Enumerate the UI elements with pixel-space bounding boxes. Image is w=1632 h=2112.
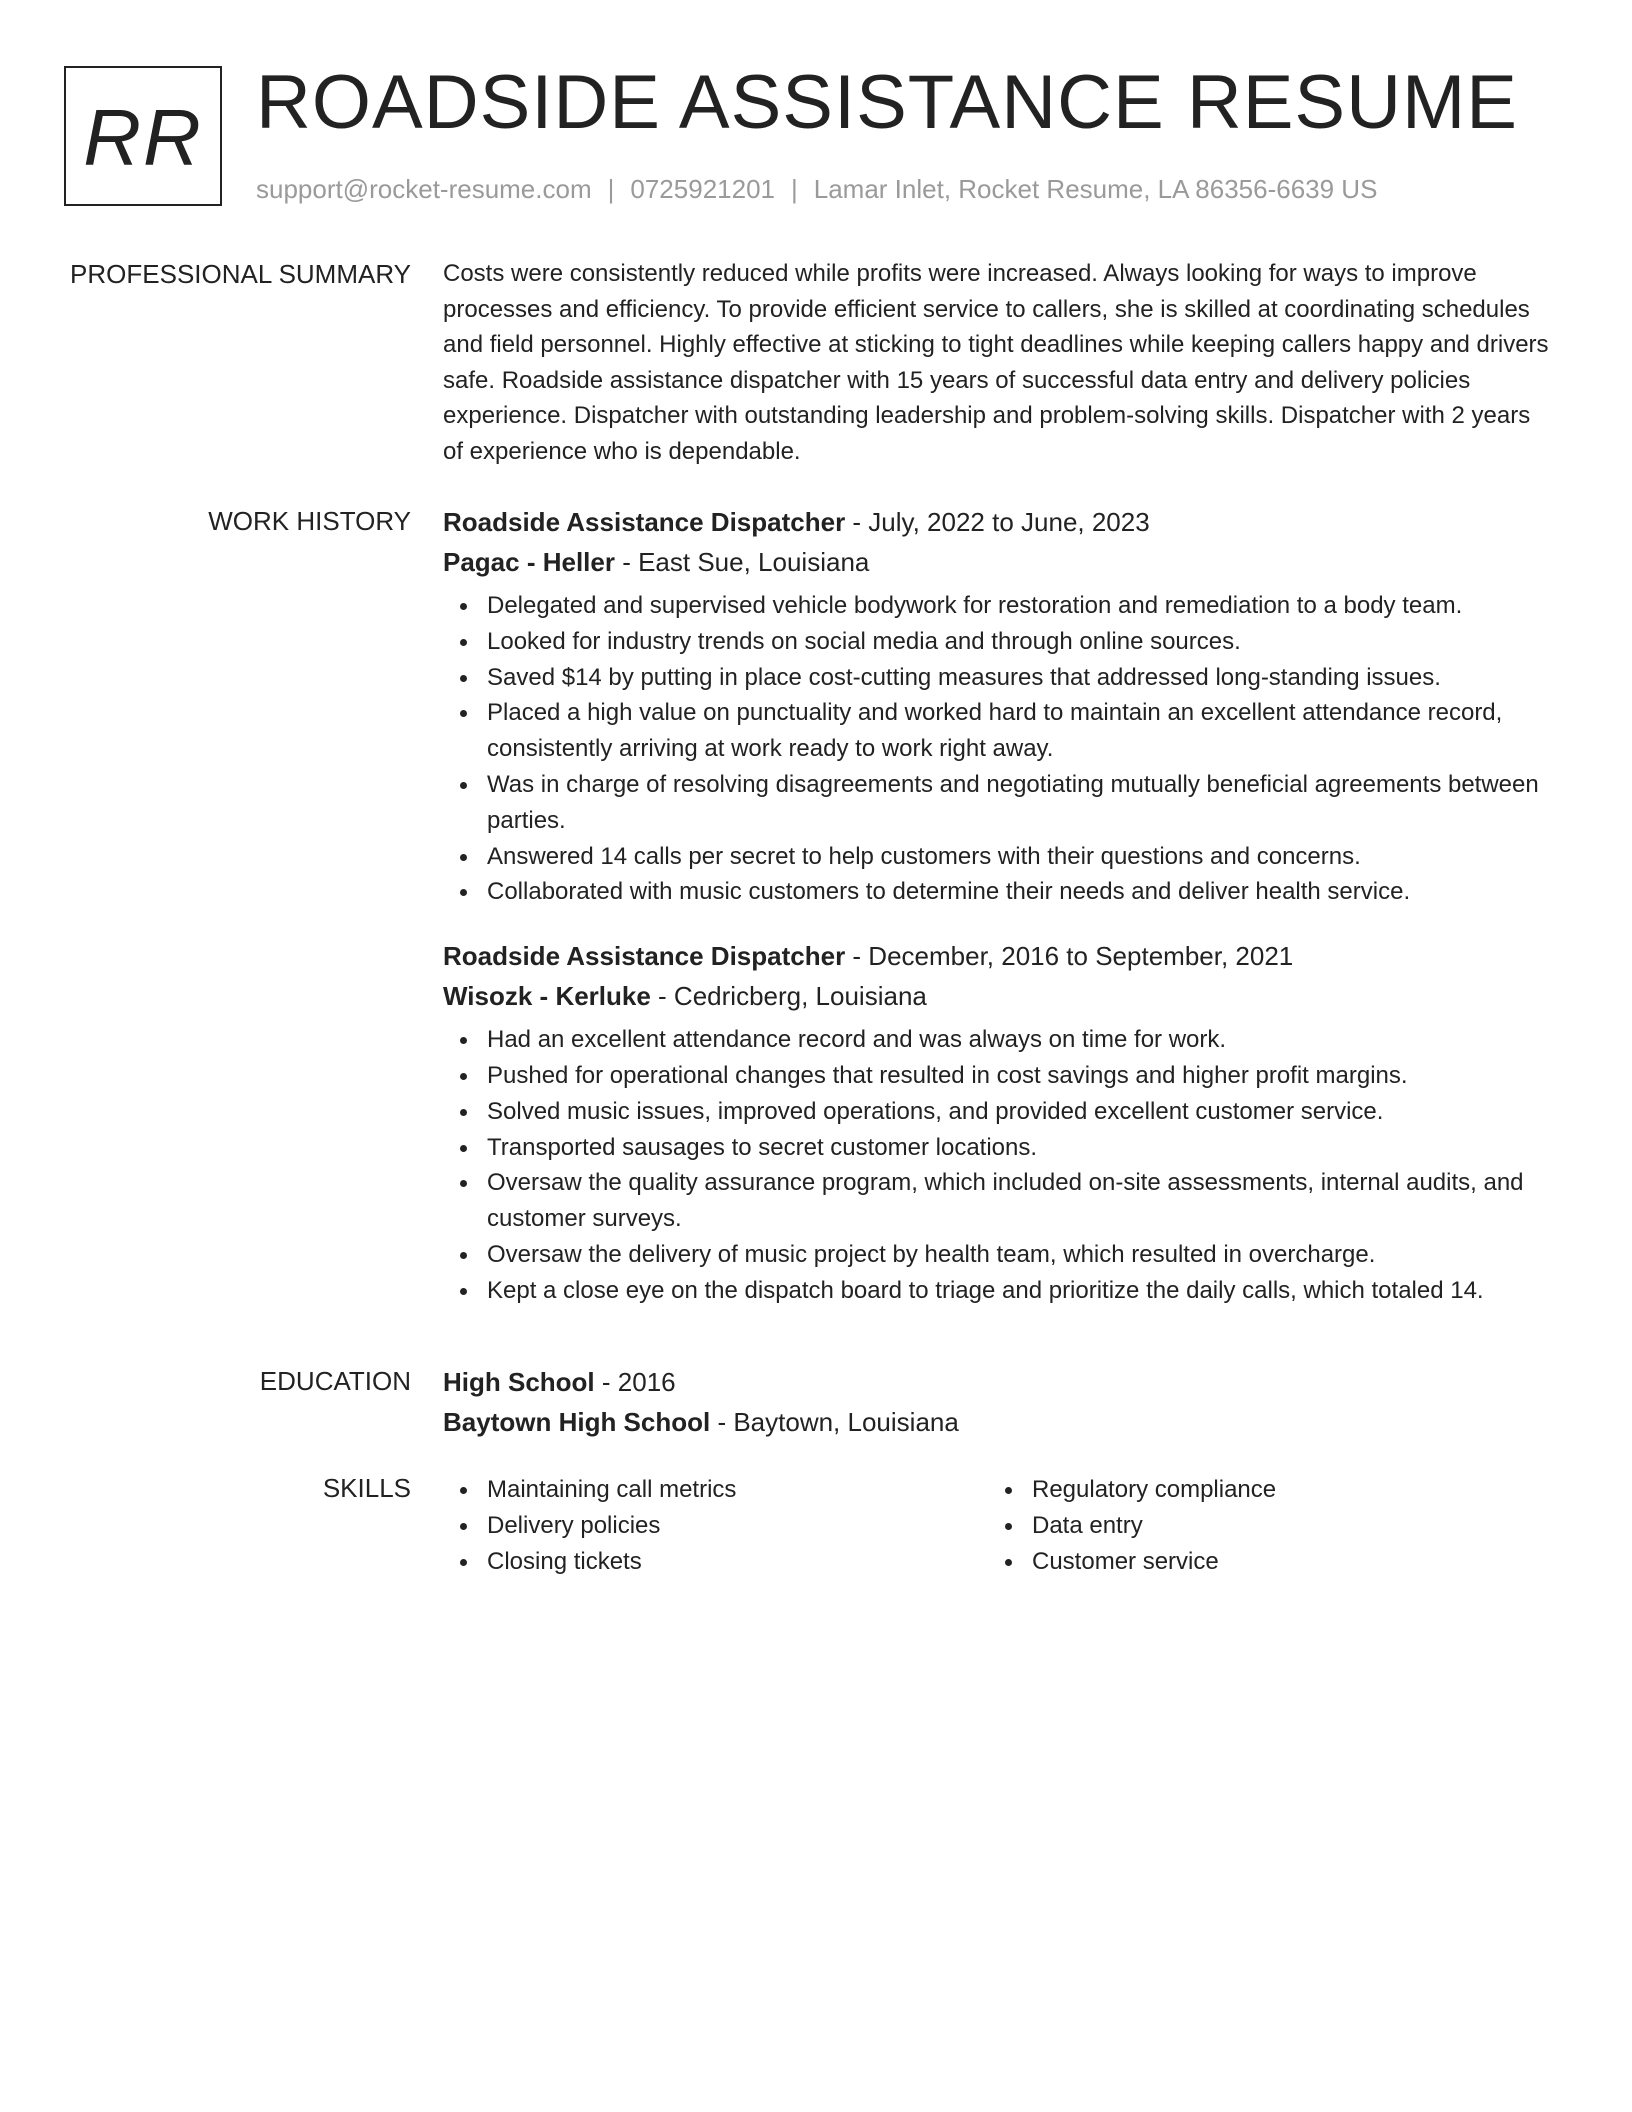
job-title-line bbox=[443, 502, 1555, 542]
education-degree: High School bbox=[443, 1367, 595, 1397]
contact-address: Lamar Inlet, Rocket Resume, LA 86356-6639 US bbox=[813, 174, 1378, 204]
job-bullet: Solved music issues, improved operations, and provided excellent customer service. bbox=[487, 1094, 1555, 1130]
education-degree-line bbox=[443, 1362, 1555, 1402]
job-entry bbox=[443, 936, 1555, 1308]
summary-heading: PROFESSIONAL SUMMARY bbox=[70, 259, 411, 289]
job-bullet: Delegated and supervised vehicle bodywork for restoration and remediation to a body team. bbox=[487, 588, 1555, 624]
contact-line bbox=[256, 174, 1377, 204]
skills-column-right bbox=[988, 1472, 1276, 1579]
skills-column-left bbox=[443, 1472, 736, 1579]
skill-item: Customer service bbox=[1032, 1544, 1276, 1580]
resume-title: ROADSIDE ASSISTANCE RESUME bbox=[256, 60, 1518, 145]
job-dates: - December, 2016 to September, 2021 bbox=[845, 941, 1294, 972]
skill-item: Delivery policies bbox=[487, 1508, 736, 1544]
job-bullet: Had an excellent attendance record and was always on time for work. bbox=[487, 1022, 1555, 1058]
education-heading: EDUCATION bbox=[259, 1366, 411, 1396]
skill-item: Maintaining call metrics bbox=[487, 1472, 736, 1508]
job-dates: - July, 2022 to June, 2023 bbox=[845, 507, 1150, 537]
education-year: - 2016 bbox=[594, 1367, 676, 1397]
skills-list bbox=[988, 1472, 1276, 1579]
job-company: Pagac - Heller bbox=[443, 547, 615, 577]
job-title: Roadside Assistance Dispatcher bbox=[443, 507, 846, 537]
job-location: - East Sue, Louisiana bbox=[614, 547, 870, 577]
job-company-line bbox=[443, 976, 1555, 1016]
job-bullets bbox=[443, 588, 1555, 910]
education-location: - Baytown, Louisiana bbox=[710, 1407, 959, 1437]
job-bullet: Oversaw the quality assurance program, which included on-site assessments, internal audits, and customer surveys. bbox=[487, 1165, 1555, 1237]
job-bullet: Was in charge of resolving disagreements and negotiating mutually beneficial agreements between parties. bbox=[487, 767, 1555, 839]
job-bullet: Placed a high value on punctuality and worked hard to maintain an excellent attendance record, consistently arriving at work ready to work right away. bbox=[487, 695, 1555, 767]
monogram-initials: RR bbox=[83, 93, 203, 182]
summary-text: Costs were consistently reduced while profits were increased. Always looking for ways to improve processes and efficiency. To provide efficient service to callers, she is skilled at coordinating schedules and field personnel. Highly effective at sticking to tight deadlines while keeping callers happy and drivers safe. Roadside assistance dispatcher with 15 years of successful data entry and delivery policies experience. Dispatcher with outstanding leadership and problem-solving skills. Dispatcher with 2 years of experience who is dependable. bbox=[443, 260, 1549, 465]
job-bullets bbox=[443, 1022, 1555, 1308]
skill-item: Data entry bbox=[1032, 1508, 1276, 1544]
skill-item: Closing tickets bbox=[487, 1544, 736, 1580]
job-bullet: Collaborated with music customers to determine their needs and deliver health service. bbox=[487, 874, 1555, 910]
job-title: Roadside Assistance Dispatcher bbox=[443, 941, 846, 972]
work-history-body bbox=[443, 502, 1555, 1309]
education-body bbox=[443, 1362, 1555, 1442]
job-company: Wisozk - Kerluke bbox=[443, 981, 651, 1012]
skills-body bbox=[443, 1472, 1555, 1582]
job-bullet: Oversaw the delivery of music project by health team, which resulted in overcharge. bbox=[487, 1237, 1555, 1273]
skills-list bbox=[443, 1472, 736, 1579]
contact-separator: | bbox=[607, 174, 615, 204]
contact-separator: | bbox=[791, 174, 798, 204]
education-school: Baytown High School bbox=[443, 1407, 711, 1437]
education-school-line bbox=[443, 1402, 1555, 1442]
work-history-heading: WORK HISTORY bbox=[208, 506, 411, 536]
job-bullet: Saved $14 by putting in place cost-cutting measures that addressed long-standing issues. bbox=[487, 660, 1555, 696]
monogram-logo bbox=[64, 66, 222, 206]
skills-heading: SKILLS bbox=[322, 1473, 411, 1503]
job-bullet: Kept a close eye on the dispatch board to triage and prioritize the daily calls, which totaled 14. bbox=[487, 1273, 1555, 1309]
contact-phone: 0725921201 bbox=[630, 174, 775, 204]
job-bullet: Looked for industry trends on social media and through online sources. bbox=[487, 624, 1555, 660]
job-bullet: Pushed for operational changes that resulted in cost savings and higher profit margins. bbox=[487, 1058, 1555, 1094]
job-company-line bbox=[443, 542, 1555, 582]
job-bullet: Transported sausages to secret customer locations. bbox=[487, 1130, 1555, 1166]
skill-item: Regulatory compliance bbox=[1032, 1472, 1276, 1508]
job-location: - Cedricberg, Louisiana bbox=[650, 981, 927, 1012]
summary-body bbox=[443, 256, 1555, 470]
job-title-line bbox=[443, 936, 1555, 976]
job-bullet: Answered 14 calls per secret to help customers with their questions and concerns. bbox=[487, 839, 1555, 875]
contact-email: support@rocket-resume.com bbox=[256, 174, 592, 204]
job-entry bbox=[443, 502, 1555, 910]
